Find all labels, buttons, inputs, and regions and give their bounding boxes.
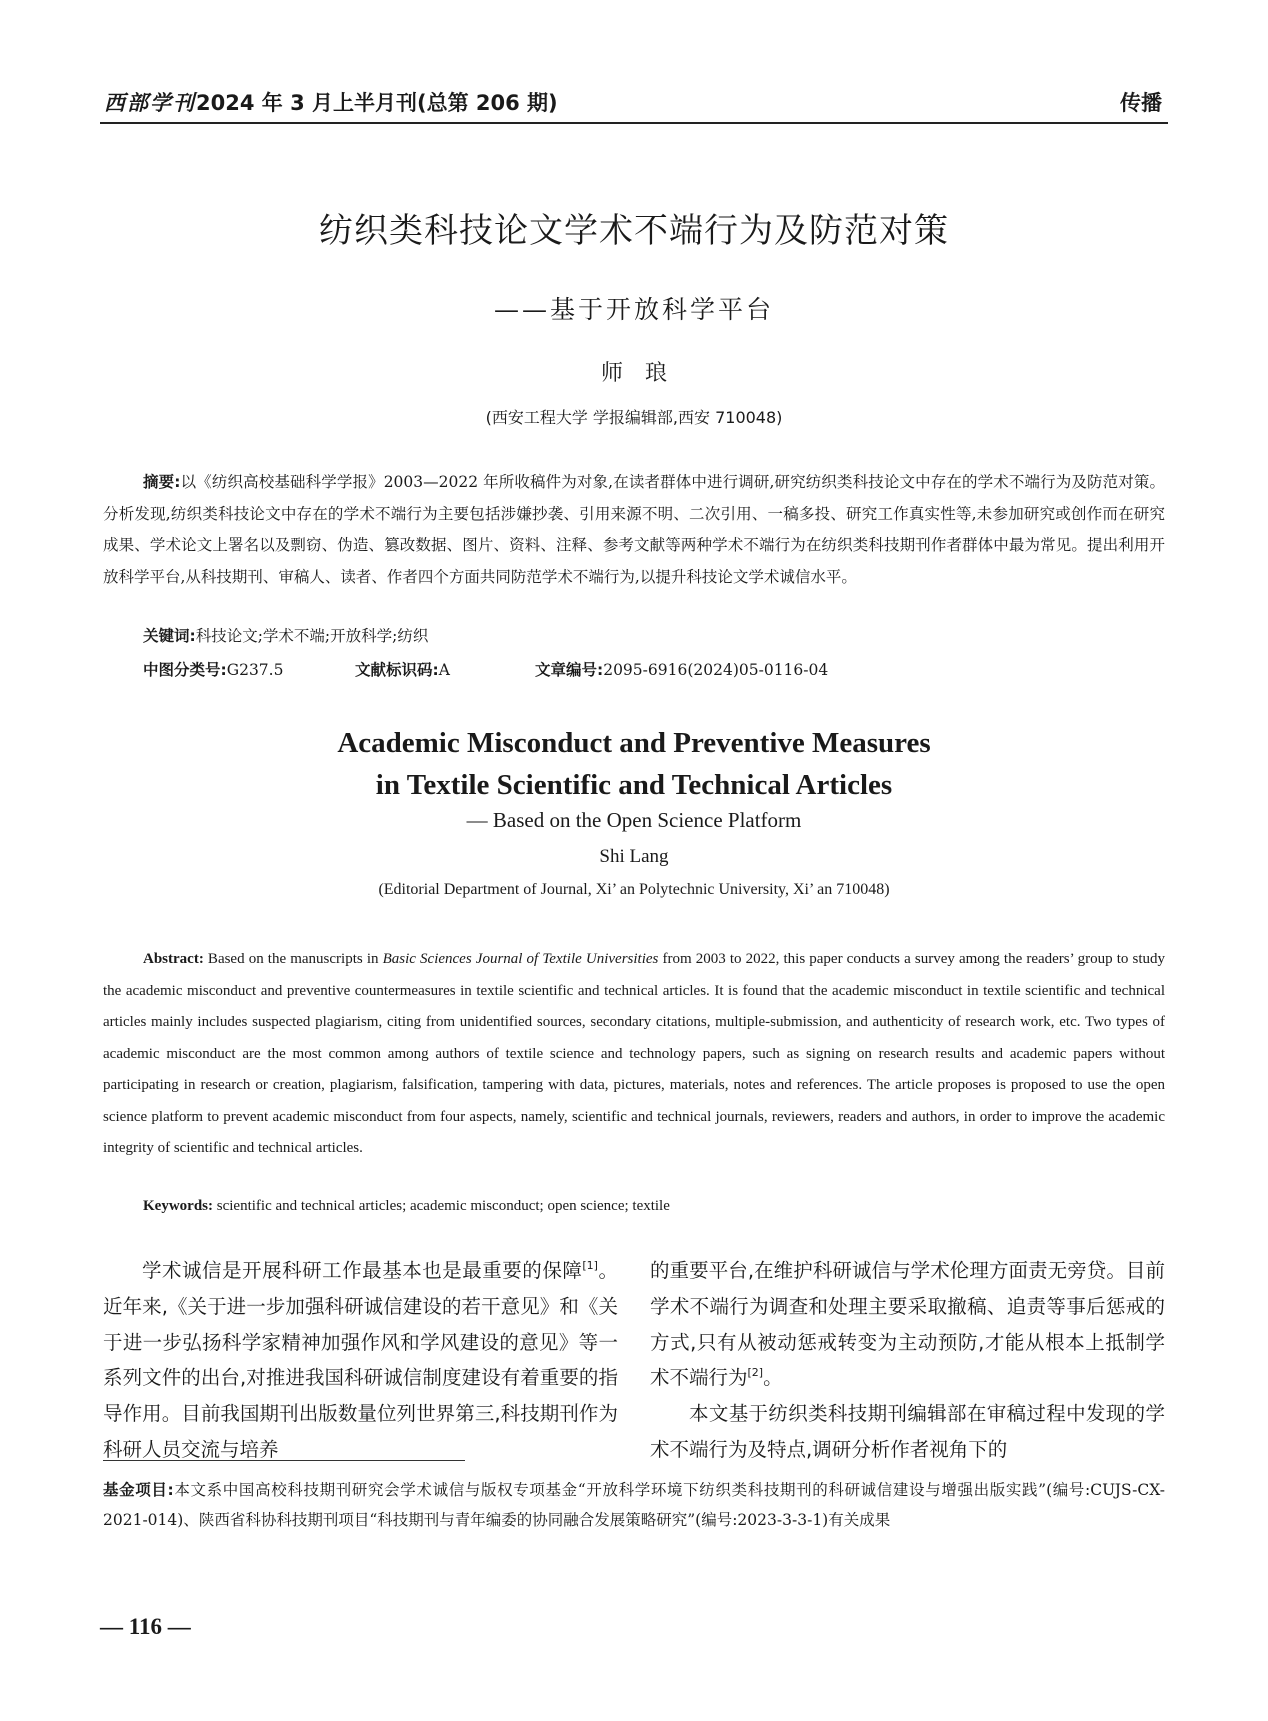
english-abstract-label: Abstract:	[143, 951, 204, 967]
english-keywords-label: Keywords:	[143, 1198, 213, 1214]
body-column-left	[103, 1253, 618, 1468]
classification-line	[143, 658, 1143, 680]
section-label: 传播	[1120, 91, 1162, 115]
running-header-left	[104, 87, 558, 117]
header-rule	[100, 122, 1168, 124]
footnote-rule	[103, 1460, 465, 1461]
english-abstract: Abstract: Based on the manuscripts in Basic Sciences Journal of Textile Universities from 2003 to 2022, this paper conducts a survey among the readers’ group to study the academic misconduct and preventive countermeasures in textile scientific and technical articles. It is found that the academic misconduct in textile scientific and technical articles mainly includes suspected plagiarism, citing from unidentified sources, secondary citations, multiple-submission, and authenticity of research work, etc. Two types of academic misconduct are the most common among authors of textile science and technology papers, such as signing on research results and academic papers without participating in research or creation, plagiarism, falsification, tampering with data, pictures, materials, notes and references. The article proposes is proposed to use the open science platform to prevent academic misconduct from four aspects, namely, scientific and technical journals, reviewers, readers and authors, in order to improve the academic integrity of scientific and technical articles.	[103, 951, 1165, 1156]
citation-ref: [1]	[582, 1259, 598, 1272]
document-code: 文献标识码:A	[355, 661, 450, 679]
english-title	[0, 722, 1268, 806]
article-number: 文章编号:2095-6916(2024)05-0116-04	[535, 661, 829, 679]
chinese-author: 师琅	[600, 361, 689, 386]
funding-text: 本文系中国高校科技期刊研究会学术诚信与版权专项基金“开放科学环境下纺织类科技期刊的科研诚信建设与增强出版实践”(编号:CUJS-CX-2021-014)、陕西省科协科技期刊项目“科技期刊与青年编委的协同融合发展策略研究”(编号:2023-3-3-1)有关成果	[103, 1481, 1165, 1529]
body-paragraph: 的重要平台,在维护科研诚信与学术伦理方面责无旁贷。目前学术不端行为调查和处理主要采取撤稿、追责等事后惩戒的方式,只有从被动惩戒转变为主动预防,才能从根本上抵制学术不端行为[2]。	[650, 1259, 1165, 1390]
english-affiliation: (Editorial Department of Journal, Xi’ an Polytechnic University, Xi’ an 710048)	[378, 881, 890, 898]
journal-brand: 西部学刊	[104, 90, 196, 115]
body-paragraph: 本文基于纺织类科技期刊编辑部在审稿过程中发现的学术不端行为及特点,调研分析作者视角下的	[650, 1402, 1165, 1461]
chinese-abstract	[103, 467, 1165, 593]
chinese-title: 纺织类科技论文学术不端行为及防范对策	[319, 211, 949, 251]
clc-number: 中图分类号:G237.5	[143, 661, 284, 679]
body-paragraph: 学术诚信是开展科研工作最基本也是最重要的保障[1]。近年来,《关于进一步加强科研诚信建设的若干意见》和《关于进一步弘扬科学家精神加强作风和学风建设的意见》等一系列文件的出台,对推进我国科研诚信制度建设有着重要的指导作用。目前我国期刊出版数量位列世界第三,科技期刊作为科研人员交流与培养	[103, 1259, 618, 1461]
english-keywords: Keywords: scientific and technical articles; academic misconduct; open science; textile	[143, 1198, 670, 1214]
chinese-abstract-label: 摘要:	[143, 473, 181, 491]
english-title-line-1: Academic Misconduct and Preventive Measures	[337, 727, 931, 759]
english-author: Shi Lang	[599, 846, 669, 867]
chinese-keywords-label: 关键词:	[143, 627, 196, 645]
english-title-line-2: in Textile Scientific and Technical Articles	[375, 769, 893, 801]
page-number: — 116 —	[100, 1614, 191, 1639]
funding-footnote	[103, 1475, 1165, 1535]
chinese-subtitle: ——基于开放科学平台	[493, 295, 774, 324]
chinese-keywords-text: 科技论文;学术不端;开放科学;纺织	[195, 627, 429, 645]
chinese-affiliation: (西安工程大学 学报编辑部,西安 710048)	[485, 408, 783, 427]
citation-ref: [2]	[747, 1366, 764, 1380]
english-subtitle: — Based on the Open Science Platform	[466, 808, 802, 832]
issue-info: 2024 年 3 月上半月刊(总第 206 期)	[196, 91, 558, 115]
funding-label: 基金项目:	[103, 1481, 174, 1499]
chinese-abstract-text: 以《纺织高校基础科学学报》2003—2022 年所收稿件为对象,在读者群体中进行调研,研究纺织类科技论文中存在的学术不端行为及防范对策。分析发现,纺织类科技论文中存在的学术不端行为主要包括涉嫌抄袭、引用来源不明、二次引用、一稿多投、研究工作真实性等,未参加研究或创作而在研究成果、学术论文上署名以及剽窃、伪造、篡改数据、图片、资料、注释、参考文献等两种学术不端行为在纺织类科技期刊作者群体中最为常见。提出利用开放科学平台,从科技期刊、审稿人、读者、作者四个方面共同防范学术不端行为,以提升科技论文学术诚信水平。	[103, 473, 1165, 586]
body-column-right	[650, 1253, 1165, 1468]
chinese-keywords	[143, 624, 428, 646]
journal-name-italic: Basic Sciences Journal of Textile Universities	[382, 951, 659, 967]
